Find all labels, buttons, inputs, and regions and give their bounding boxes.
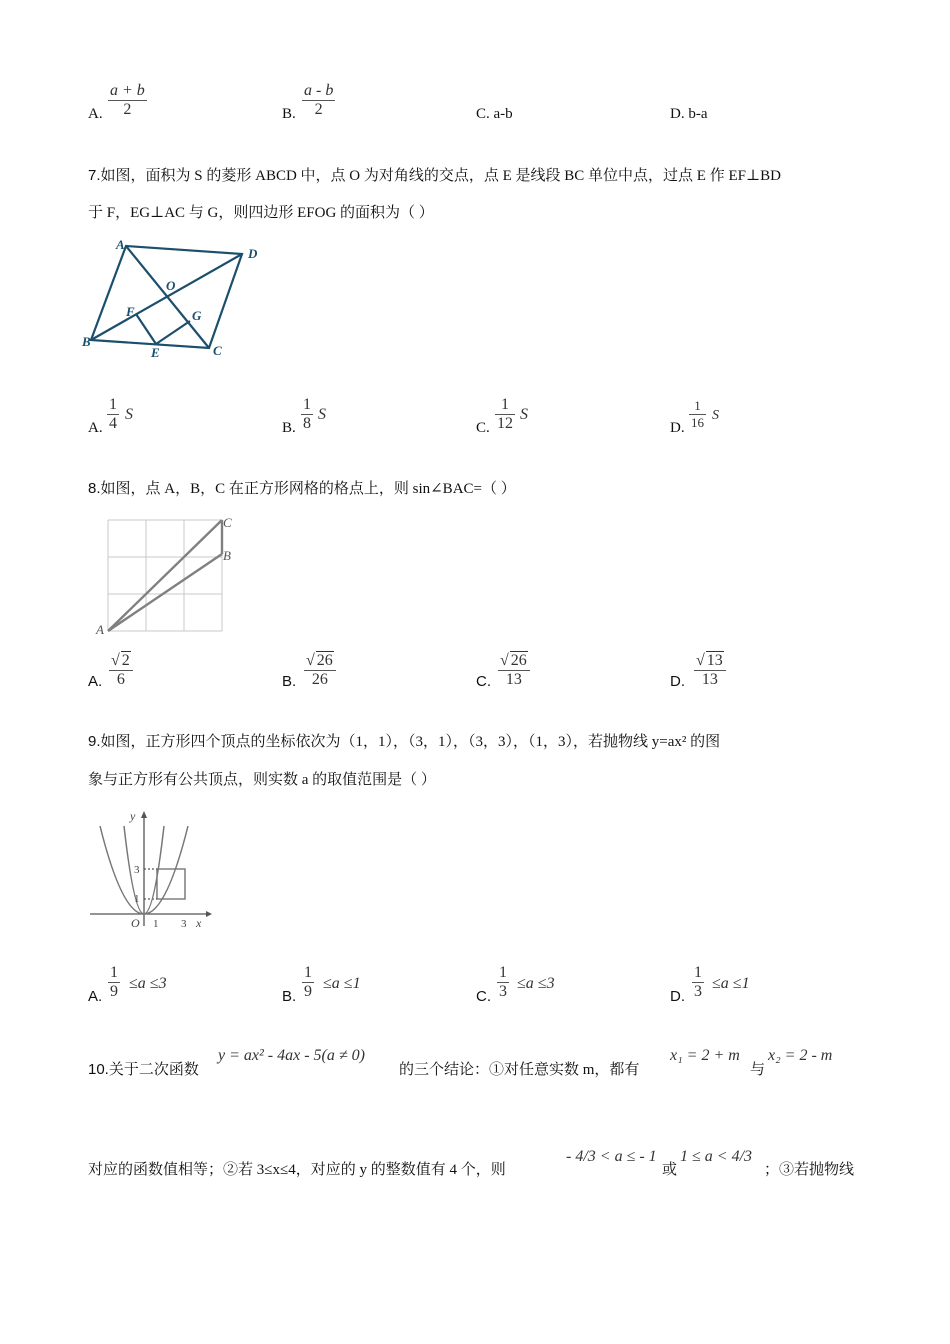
- option-d-fraction: $\frac{1}{16}$: [691, 398, 704, 430]
- option-c: C. a-b: [476, 106, 513, 122]
- svg-text:1: 1: [153, 918, 159, 930]
- option-a-label: A.: [88, 988, 103, 1005]
- option-a-fraction: $\frac{1}{9}$: [110, 964, 118, 1000]
- option-c-fraction: $\frac{1}{12}$: [497, 396, 513, 432]
- label-b: B: [82, 334, 91, 349]
- option-b-fraction: $\frac{1}{8}$: [303, 396, 311, 432]
- q8-stem: 8.如图，点 A，B，C 在正方形网格的格点上，则 sin∠BAC=（ ）: [88, 480, 516, 497]
- option-a-fraction: $\frac{a + b}{2}$: [110, 82, 145, 118]
- label-c: C: [223, 515, 232, 530]
- q10-ineq1: - 4/3 < a ≤ - 1: [566, 1148, 657, 1165]
- q10-x1: x₁ = 2 + m: [670, 1047, 740, 1064]
- option-a-label: A.: [88, 420, 103, 436]
- q10-mid: 的三个结论：①对任意实数 m，都有: [399, 1062, 640, 1078]
- label-c: C: [213, 343, 222, 358]
- option-c-label: C.: [476, 673, 491, 690]
- option-d: D. b-a: [670, 106, 708, 122]
- option-d-fraction: $\frac{1}{3}$: [694, 964, 702, 1000]
- svg-text:3: 3: [181, 918, 187, 930]
- segment-eg: [156, 321, 190, 344]
- q9-stem-line1: 9.如图，正方形四个顶点的坐标依次为（1，1），（3，1），（3，3），（1，3），若抛物线 y=ax² 的图: [88, 733, 721, 750]
- diagonal-ac: [126, 246, 209, 348]
- label-b: B: [223, 548, 231, 563]
- option-a-label: A.: [88, 673, 103, 690]
- segment-ac: [108, 520, 222, 631]
- q7-stem-line1: 7.如图，面积为 S 的菱形 ABCD 中，点 O 为对角线的交点，点 E 是线段 BC 单位中点，过点 E 作 EF⊥BD: [88, 167, 781, 184]
- option-b-label: B.: [282, 673, 297, 690]
- q10-lead: 10.关于二次函数: [88, 1061, 199, 1078]
- q9-stem-line2: 象与正方形有公共顶点，则实数 a 的取值范围是（ ）: [88, 772, 436, 788]
- option-d-fraction: $\frac{√ 13}{13}$: [694, 651, 726, 689]
- option-b-fraction: $\frac{a - b}{2}$: [304, 82, 334, 118]
- label-e: E: [151, 345, 160, 360]
- option-d-label: D.: [670, 988, 685, 1005]
- square: [157, 869, 185, 899]
- q10-x2: x₂ = 2 - m: [768, 1047, 833, 1064]
- option-d-label: D.: [670, 673, 685, 690]
- segment-ef: [136, 314, 156, 344]
- option-c-fraction: $\frac{1}{3}$: [499, 964, 507, 1000]
- q10-and: 与: [750, 1062, 766, 1078]
- segment-ab: [108, 554, 222, 631]
- label-d: D: [248, 246, 258, 261]
- svg-text:1: 1: [134, 893, 140, 905]
- label-f: F: [126, 304, 135, 319]
- label-o: O: [166, 278, 176, 293]
- q10-ineq2: 1 ≤ a < 4/3: [680, 1148, 753, 1165]
- option-a-label: A.: [88, 106, 103, 122]
- label-a: A: [96, 622, 104, 637]
- option-d-label: D.: [670, 420, 685, 436]
- q10-formula: y = ax² - 4ax - 5(a ≠ 0): [218, 1047, 365, 1064]
- grid-figure: [92, 512, 242, 638]
- label-o: O: [131, 916, 140, 930]
- option-a-fraction: $\frac{√ 2}{6}$: [109, 651, 133, 689]
- option-b-label: B.: [282, 988, 297, 1005]
- svg-text:3: 3: [134, 864, 140, 876]
- option-b-label: B.: [282, 420, 296, 436]
- q7-stem-line2: 于 F，EG⊥AC 与 G，则四边形 EFOG 的面积为（ ）: [88, 205, 434, 221]
- parabola-figure: [88, 806, 218, 932]
- option-c-fraction: $\frac{√ 26}{13}$: [498, 651, 530, 689]
- option-c-label: C.: [476, 988, 491, 1005]
- option-c-label: C.: [476, 420, 490, 436]
- option-b-fraction: $\frac{√ 26}{26}$: [304, 651, 336, 689]
- rhombus-figure: [80, 236, 280, 366]
- option-a-fraction: $\frac{1}{4}$: [109, 396, 117, 432]
- label-y: y: [130, 809, 136, 823]
- label-x: x: [196, 916, 202, 930]
- q10-tail: ；③若抛物线: [764, 1162, 855, 1178]
- option-b-fraction: $\frac{1}{9}$: [304, 964, 312, 1000]
- q10-or: 或: [662, 1162, 678, 1178]
- q10-line2: 对应的函数值相等；②若 3≤x≤4，对应的 y 的整数值有 4 个，则: [88, 1162, 506, 1178]
- label-a: A: [116, 237, 125, 252]
- label-g: G: [192, 308, 202, 323]
- option-b-label: B.: [282, 106, 296, 122]
